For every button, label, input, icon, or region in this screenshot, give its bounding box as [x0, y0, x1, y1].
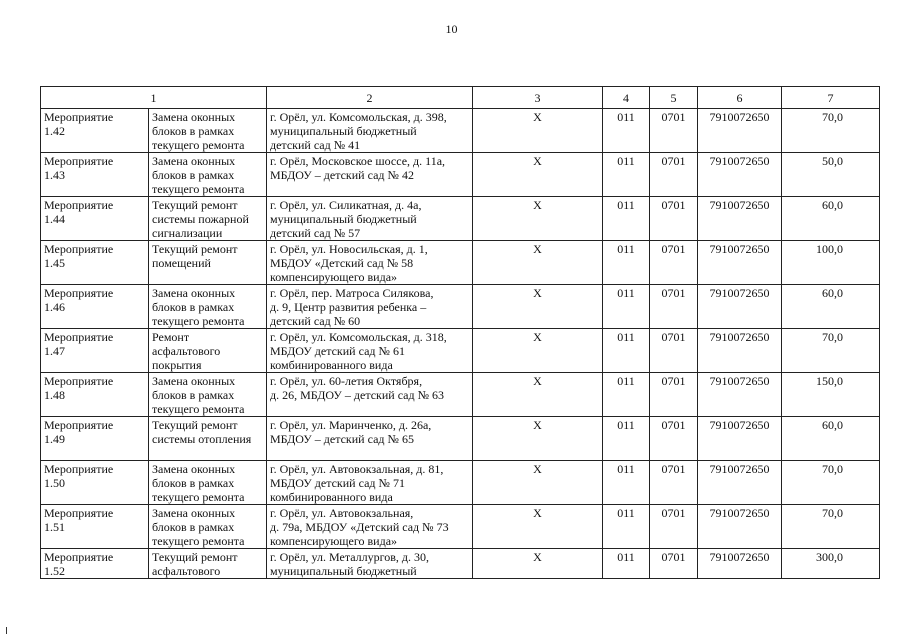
- cell-text: 011: [617, 506, 635, 520]
- table-row: [41, 549, 880, 579]
- cell-text: 011: [617, 198, 635, 212]
- cell-text: X: [533, 330, 542, 344]
- cell-text: X: [533, 110, 542, 124]
- code-cell: [603, 461, 650, 505]
- cell-text: Текущий ремонт асфальтового: [152, 550, 238, 578]
- address-cell: [267, 549, 473, 579]
- measure-cell: [41, 373, 149, 417]
- cell-text: 0701: [661, 550, 686, 564]
- target-code-cell: [698, 505, 782, 549]
- cell-text: 7910072650: [709, 110, 770, 124]
- table-row: [41, 505, 880, 549]
- cell-text: г. Орёл, ул. Новосильская, д. 1, МБДОУ «Детский сад № 58 компенсирующего вида»: [270, 242, 428, 284]
- cell-text: 0701: [661, 330, 686, 344]
- marker-cell: [473, 285, 603, 329]
- measure-cell: [41, 505, 149, 549]
- cell-text: Мероприятие 1.48: [44, 374, 114, 402]
- target-code-cell: [698, 461, 782, 505]
- code-cell: [603, 417, 650, 461]
- cell-text: г. Орёл, ул. 60-летия Октября, д. 26, МБДОУ – детский сад № 63: [270, 374, 445, 402]
- cell-text: Замена оконных блоков в рамках текущего ремонта: [152, 462, 245, 504]
- address-cell: [267, 505, 473, 549]
- measure-cell: [41, 153, 149, 197]
- measure-cell: [41, 285, 149, 329]
- cell-text: Мероприятие 1.51: [44, 506, 114, 534]
- section-cell: [650, 461, 698, 505]
- cell-text: 0701: [661, 286, 686, 300]
- target-code-cell: [698, 549, 782, 579]
- section-cell: [650, 373, 698, 417]
- table-row: [41, 461, 880, 505]
- target-code-cell: [698, 241, 782, 285]
- address-cell: [267, 373, 473, 417]
- address-cell: [267, 285, 473, 329]
- work-type-cell: [149, 109, 267, 153]
- cell-text: 7910072650: [709, 418, 770, 432]
- code-cell: [603, 241, 650, 285]
- table-header-row: [41, 87, 880, 109]
- marker-cell: [473, 505, 603, 549]
- table-row: [41, 417, 880, 461]
- cell-text: 7910072650: [709, 330, 770, 344]
- address-cell: [267, 197, 473, 241]
- cell-text: 011: [617, 462, 635, 476]
- cell-text: 60,0: [822, 286, 843, 300]
- marker-cell: [473, 373, 603, 417]
- code-cell: [603, 109, 650, 153]
- amount-cell: [782, 153, 880, 197]
- target-code-cell: [698, 153, 782, 197]
- code-cell: [603, 197, 650, 241]
- cell-text: 7910072650: [709, 550, 770, 564]
- section-cell: [650, 197, 698, 241]
- work-type-cell: [149, 373, 267, 417]
- table-row: [41, 153, 880, 197]
- cell-text: 011: [617, 110, 635, 124]
- header-cell: 1: [41, 87, 267, 109]
- cell-text: г. Орёл, ул. Маринченко, д. 26а, МБДОУ – детский сад № 65: [270, 418, 432, 446]
- measure-cell: [41, 417, 149, 461]
- cell-text: X: [533, 506, 542, 520]
- cell-text: 011: [617, 286, 635, 300]
- amount-cell: [782, 241, 880, 285]
- header-cell: 4: [603, 87, 650, 109]
- cell-text: 70,0: [822, 330, 843, 344]
- cell-text: 7910072650: [709, 462, 770, 476]
- cell-text: 011: [617, 154, 635, 168]
- code-cell: [603, 505, 650, 549]
- cell-text: 50,0: [822, 154, 843, 168]
- target-code-cell: [698, 197, 782, 241]
- cell-text: 100,0: [816, 242, 843, 256]
- marker-cell: [473, 109, 603, 153]
- work-type-cell: [149, 417, 267, 461]
- cell-text: 011: [617, 242, 635, 256]
- measure-cell: [41, 329, 149, 373]
- cell-text: X: [533, 550, 542, 564]
- target-code-cell: [698, 285, 782, 329]
- cell-text: 7910072650: [709, 506, 770, 520]
- cell-text: 0701: [661, 242, 686, 256]
- cell-text: 7910072650: [709, 374, 770, 388]
- cell-text: Ремонт асфальтового покрытия: [152, 330, 221, 372]
- address-cell: [267, 417, 473, 461]
- amount-cell: [782, 505, 880, 549]
- address-cell: [267, 241, 473, 285]
- work-type-cell: [149, 153, 267, 197]
- cell-text: 7910072650: [709, 154, 770, 168]
- target-code-cell: [698, 329, 782, 373]
- work-type-cell: [149, 285, 267, 329]
- cell-text: 0701: [661, 462, 686, 476]
- cell-text: Мероприятие 1.42: [44, 110, 114, 138]
- cell-text: г. Орёл, ул. Силикатная, д. 4а, муниципальный бюджетный детский сад № 57: [270, 198, 422, 240]
- section-cell: [650, 329, 698, 373]
- cell-text: 70,0: [822, 462, 843, 476]
- marker-cell: [473, 241, 603, 285]
- margin-mark: [6, 627, 7, 634]
- cell-text: Мероприятие 1.43: [44, 154, 114, 182]
- code-cell: [603, 373, 650, 417]
- cell-text: X: [533, 198, 542, 212]
- cell-text: 0701: [661, 506, 686, 520]
- section-cell: [650, 241, 698, 285]
- cell-text: Мероприятие 1.44: [44, 198, 114, 226]
- marker-cell: [473, 197, 603, 241]
- table-row: [41, 197, 880, 241]
- marker-cell: [473, 417, 603, 461]
- amount-cell: [782, 329, 880, 373]
- table-row: [41, 285, 880, 329]
- cell-text: Текущий ремонт помещений: [152, 242, 238, 270]
- marker-cell: [473, 549, 603, 579]
- section-cell: [650, 109, 698, 153]
- measure-cell: [41, 461, 149, 505]
- amount-cell: [782, 461, 880, 505]
- cell-text: г. Орёл, ул. Автовокзальная, д. 79а, МБДОУ «Детский сад № 73 компенсирующего вида»: [270, 506, 449, 548]
- code-cell: [603, 153, 650, 197]
- section-cell: [650, 505, 698, 549]
- code-cell: [603, 329, 650, 373]
- work-type-cell: [149, 329, 267, 373]
- section-cell: [650, 285, 698, 329]
- header-cell: 7: [782, 87, 880, 109]
- cell-text: 0701: [661, 154, 686, 168]
- header-cell: 2: [267, 87, 473, 109]
- address-cell: [267, 461, 473, 505]
- code-cell: [603, 549, 650, 579]
- cell-text: 70,0: [822, 506, 843, 520]
- cell-text: 0701: [661, 374, 686, 388]
- cell-text: X: [533, 286, 542, 300]
- table-row: [41, 241, 880, 285]
- header-cell: 6: [698, 87, 782, 109]
- section-cell: [650, 417, 698, 461]
- address-cell: [267, 109, 473, 153]
- section-cell: [650, 549, 698, 579]
- marker-cell: [473, 153, 603, 197]
- cell-text: X: [533, 462, 542, 476]
- cell-text: Мероприятие 1.52: [44, 550, 114, 578]
- section-cell: [650, 153, 698, 197]
- cell-text: 0701: [661, 418, 686, 432]
- amount-cell: [782, 549, 880, 579]
- page-number: 10: [445, 22, 458, 36]
- header-cell: 5: [650, 87, 698, 109]
- work-type-cell: [149, 461, 267, 505]
- cell-text: X: [533, 242, 542, 256]
- cell-text: Замена оконных блоков в рамках текущего ремонта: [152, 286, 245, 328]
- table-row: [41, 373, 880, 417]
- address-cell: [267, 153, 473, 197]
- measure-cell: [41, 241, 149, 285]
- cell-text: 7910072650: [709, 286, 770, 300]
- work-type-cell: [149, 549, 267, 579]
- cell-text: г. Орёл, ул. Металлургов, д. 30, муниципальный бюджетный: [270, 550, 430, 578]
- work-type-cell: [149, 505, 267, 549]
- amount-cell: [782, 417, 880, 461]
- cell-text: X: [533, 418, 542, 432]
- header-cell: 3: [473, 87, 603, 109]
- amount-cell: [782, 285, 880, 329]
- cell-text: 7910072650: [709, 198, 770, 212]
- cell-text: 011: [617, 330, 635, 344]
- cell-text: Текущий ремонт системы отопления: [152, 418, 252, 446]
- cell-text: Мероприятие 1.49: [44, 418, 114, 446]
- cell-text: Мероприятие 1.47: [44, 330, 114, 358]
- measure-cell: [41, 197, 149, 241]
- cell-text: Мероприятие 1.46: [44, 286, 114, 314]
- cell-text: 300,0: [816, 550, 843, 564]
- cell-text: 150,0: [816, 374, 843, 388]
- cell-text: Мероприятие 1.45: [44, 242, 114, 270]
- measure-cell: [41, 549, 149, 579]
- cell-text: 011: [617, 374, 635, 388]
- cell-text: Замена оконных блоков в рамках текущего ремонта: [152, 506, 245, 548]
- cell-text: Текущий ремонт системы пожарной сигнализации: [152, 198, 249, 240]
- cell-text: 011: [617, 418, 635, 432]
- marker-cell: [473, 461, 603, 505]
- cell-text: 70,0: [822, 110, 843, 124]
- address-cell: [267, 329, 473, 373]
- marker-cell: [473, 329, 603, 373]
- code-cell: [603, 285, 650, 329]
- cell-text: г. Орёл, Московское шоссе, д. 11а, МБДОУ – детский сад № 42: [270, 154, 446, 182]
- cell-text: 0701: [661, 110, 686, 124]
- cell-text: 0701: [661, 198, 686, 212]
- cell-text: 7910072650: [709, 242, 770, 256]
- cell-text: Мероприятие 1.50: [44, 462, 114, 490]
- cell-text: 011: [617, 550, 635, 564]
- cell-text: г. Орёл, пер. Матроса Силякова, д. 9, Центр развития ребенка – детский сад № 60: [270, 286, 434, 328]
- target-code-cell: [698, 373, 782, 417]
- cell-text: 60,0: [822, 418, 843, 432]
- target-code-cell: [698, 417, 782, 461]
- table-row: [41, 109, 880, 153]
- cell-text: Замена оконных блоков в рамках текущего ремонта: [152, 154, 245, 196]
- cell-text: Замена оконных блоков в рамках текущего ремонта: [152, 110, 245, 152]
- cell-text: X: [533, 154, 542, 168]
- amount-cell: [782, 109, 880, 153]
- cell-text: г. Орёл, ул. Автовокзальная, д. 81, МБДОУ детский сад № 71 комбинированного вида: [270, 462, 444, 504]
- table-row: [41, 329, 880, 373]
- cell-text: X: [533, 374, 542, 388]
- measure-cell: [41, 109, 149, 153]
- target-code-cell: [698, 109, 782, 153]
- cell-text: г. Орёл, ул. Комсомольская, д. 398, муниципальный бюджетный детский сад № 41: [270, 110, 447, 152]
- amount-cell: [782, 373, 880, 417]
- cell-text: г. Орёл, ул. Комсомольская, д. 318, МБДОУ детский сад № 61 комбинированного вида: [270, 330, 447, 372]
- amount-cell: [782, 197, 880, 241]
- cell-text: 60,0: [822, 198, 843, 212]
- cell-text: Замена оконных блоков в рамках текущего ремонта: [152, 374, 245, 416]
- measures-table: [40, 86, 880, 579]
- work-type-cell: [149, 197, 267, 241]
- work-type-cell: [149, 241, 267, 285]
